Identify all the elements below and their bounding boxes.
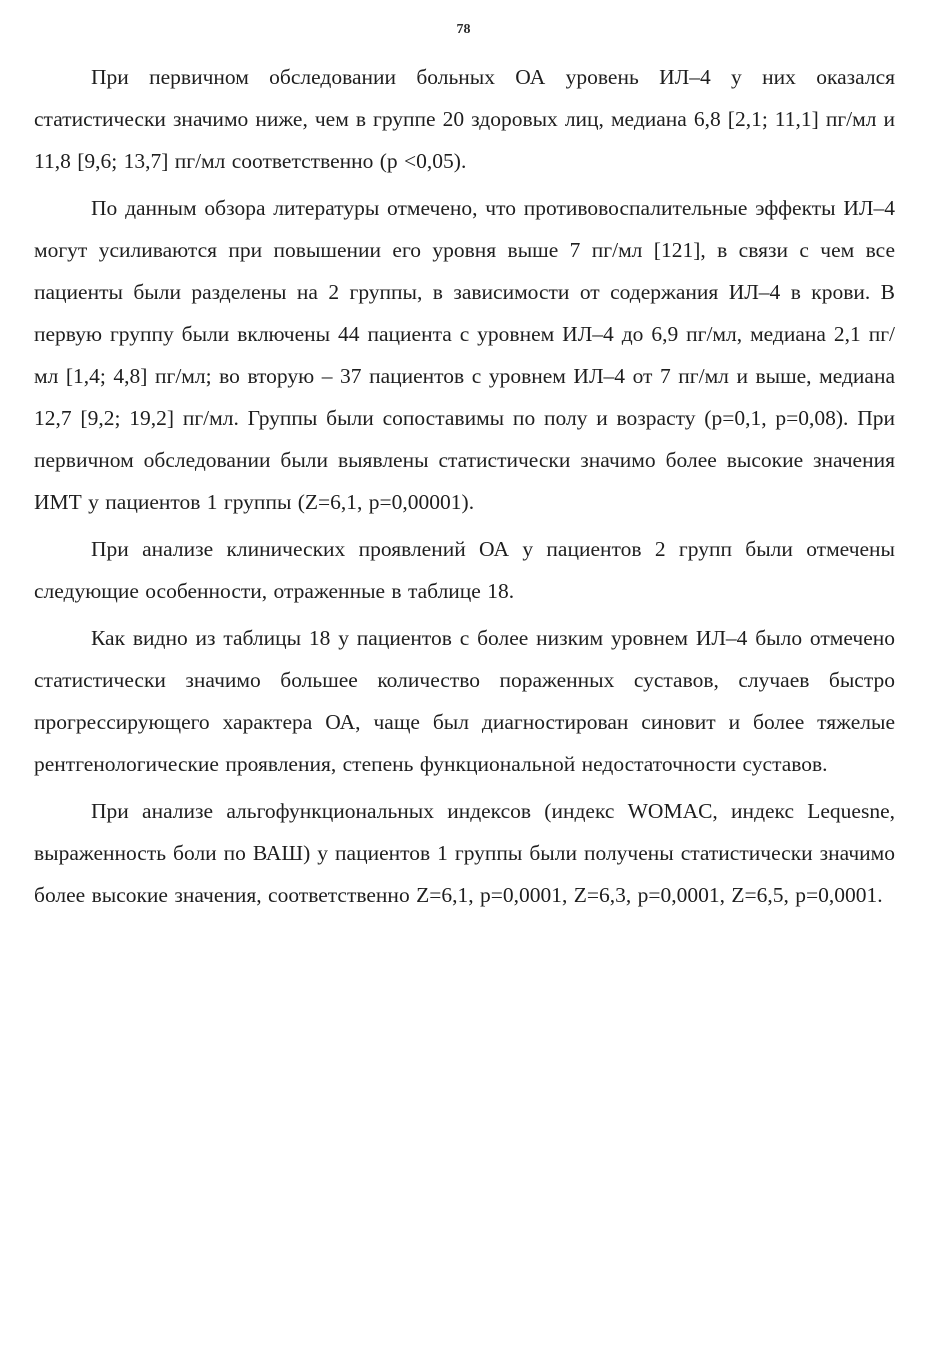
paragraph-4: Как видно из таблицы 18 у пациентов с более низким уровнем ИЛ–4 было отмечено статистически значимо большее количество пораженных суставов, случаев быстро прогрессирующего характера ОА, чаще был диагностирован синовит и более тяжелые рентгенологические проявления, степень функциональной недостаточности суставов. (34, 626, 895, 776)
paragraph-1: При первичном обследовании больных ОА уровень ИЛ–4 у них оказался статистически значимо ниже, чем в группе 20 здоровых лиц, медиана 6,8 [2,1; 11,1] пг/мл и 11,8 [9,6; 13,7] пг/мл соответственно (р <0,05). (34, 65, 895, 173)
paragraph-5: При анализе альгофункциональных индексов (индекс WOMAC, индекс Lequesne, выраженность боли по ВАШ) у пациентов 1 группы были получены статистически значимо более высокие значения, соответственно Z=6,1, р=0,0001, Z=6,3, р=0,0001, Z=6,5, р=0,0001. (34, 799, 895, 907)
paragraph-2: По данным обзора литературы отмечено, что противовоспалительные эффекты ИЛ–4 могут усиливаются при повышении его уровня выше 7 пг/мл [121], в связи с чем все пациенты были разделены на 2 группы, в зависимости от содержания ИЛ–4 в крови. В первую группу были включены 44 пациента с уровнем ИЛ–4 до 6,9 пг/мл, медиана 2,1 пг/мл [1,4; 4,8] пг/мл; во вторую – 37 пациентов с уровнем ИЛ–4 от 7 пг/мл и выше, медиана 12,7 [9,2; 19,2] пг/мл. Группы были сопоставимы по полу и возрасту (р=0,1, р=0,08). При первичном обследовании были выявлены статистически значимо более высокие значения ИМТ у пациентов 1 группы (Z=6,1, р=0,00001). (34, 196, 895, 514)
page-number: 78 (456, 22, 471, 37)
body-text (34, 56, 895, 921)
paragraph-3: При анализе клинических проявлений ОА у пациентов 2 групп были отмечены следующие особенности, отраженные в таблице 18. (34, 537, 895, 603)
